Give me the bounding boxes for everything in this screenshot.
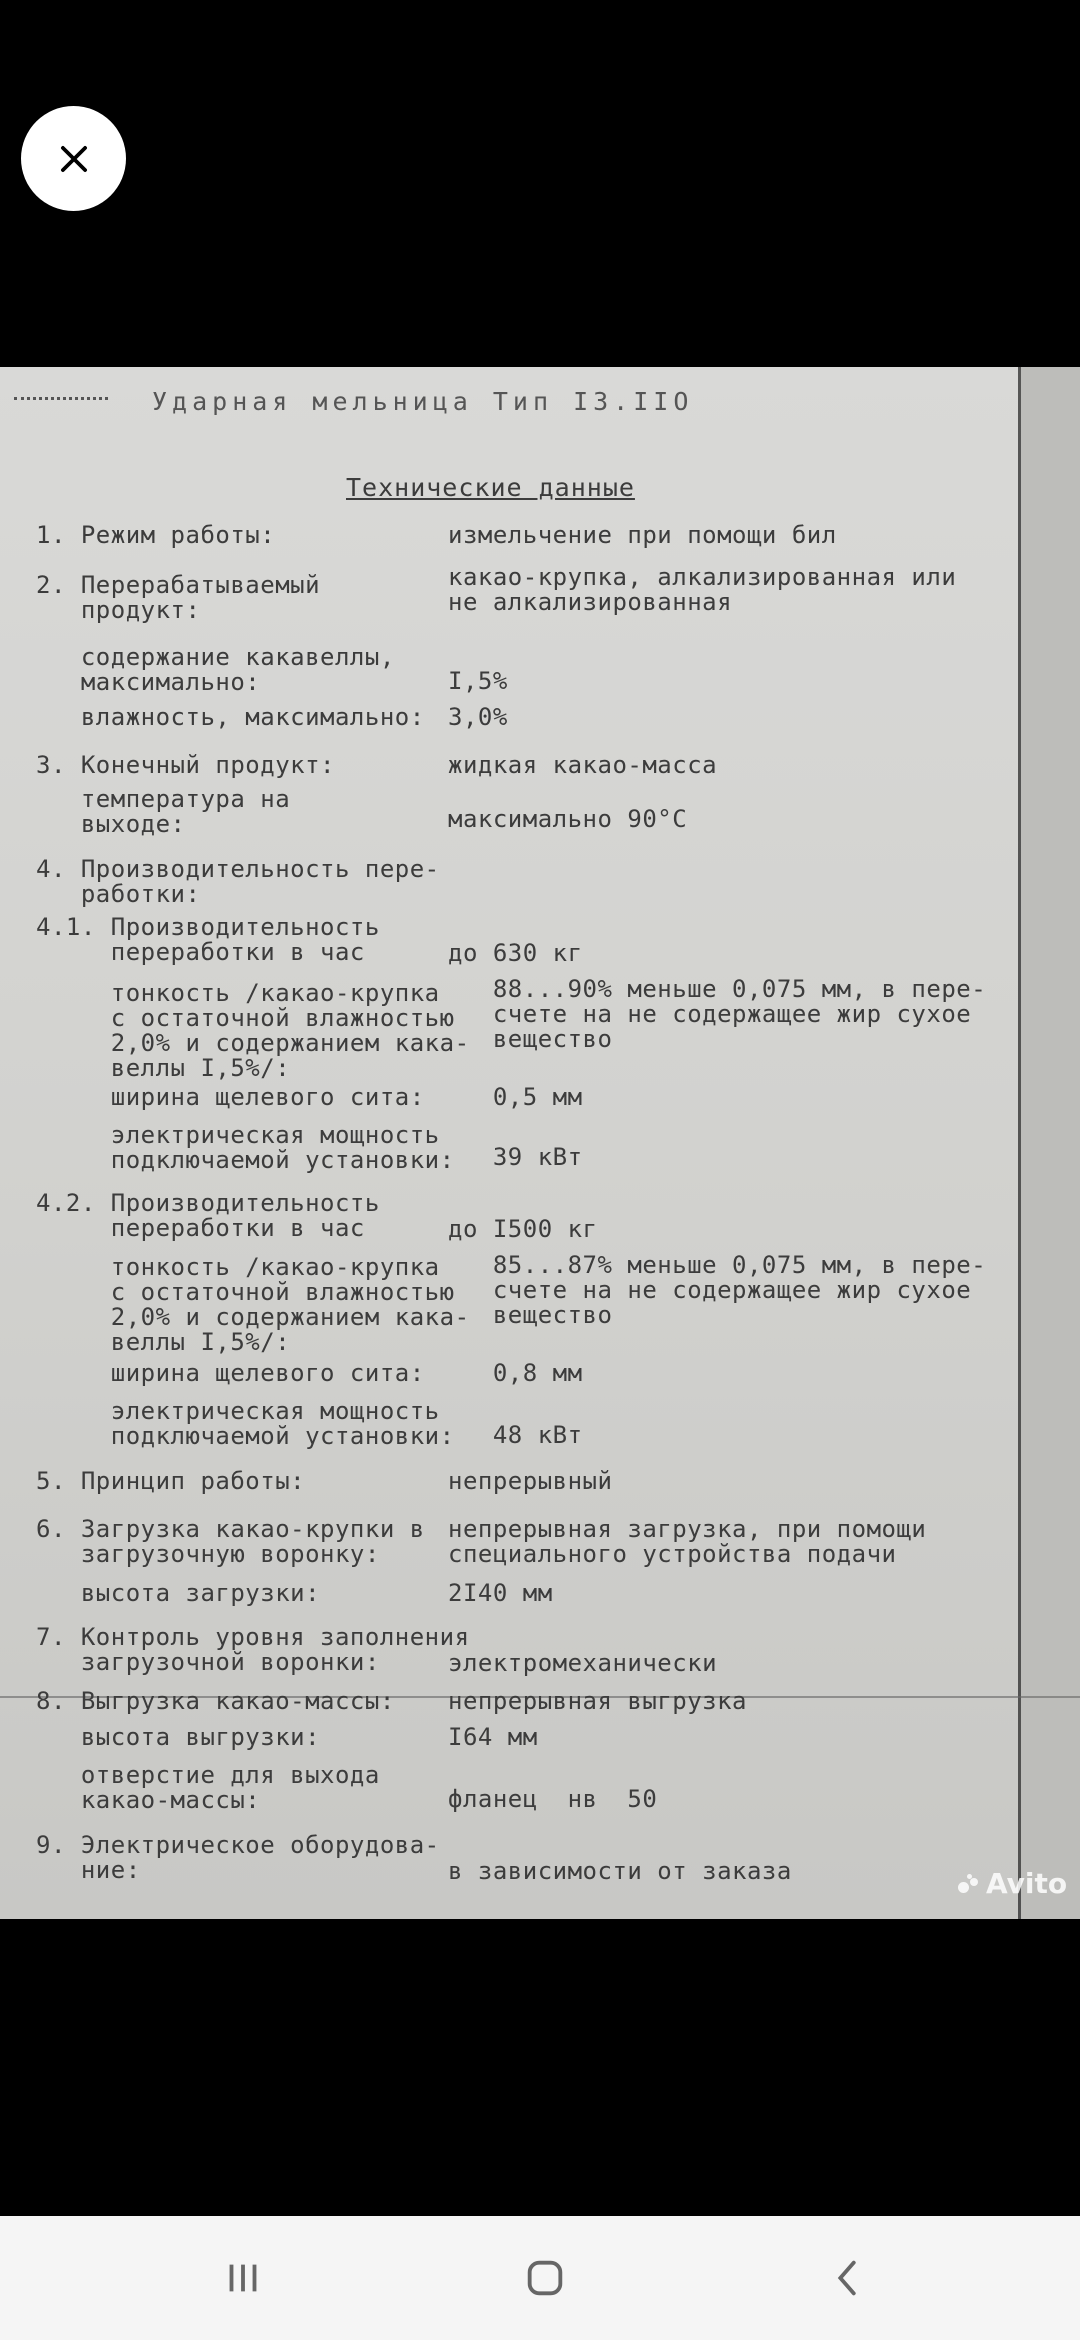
line-label: 4. Производительность пере- работки: (36, 855, 440, 908)
line-value: непрерывный (448, 1467, 613, 1495)
avito-logo-icon (958, 1874, 982, 1894)
line-value: в зависимости от заказа (448, 1857, 792, 1885)
line-value: 48 кВт (448, 1421, 583, 1449)
line-label: 3. Конечный продукт: (36, 751, 335, 779)
document-photo (0, 367, 1080, 1919)
line-label: 6. Загрузка какао-крупки в загрузочную воронку: (36, 1515, 425, 1568)
line-value: жидкая какао-масса (448, 751, 718, 779)
line-label: 8. Выгрузка какао-массы: (36, 1687, 395, 1715)
document-header: Ударная мельница Тип I3.IIO (152, 387, 694, 416)
system-nav-bar (0, 2216, 1080, 2340)
line-label: высота выгрузки: (36, 1723, 321, 1751)
line-value: до I500 кг (448, 1215, 598, 1243)
recents-button[interactable] (211, 2246, 275, 2310)
line-value: непрерывная загрузка, при помощи специального устройства подачи (448, 1515, 927, 1568)
line-label: 1. Режим работы: (36, 521, 276, 549)
page-edge (1018, 367, 1021, 1919)
line-value: 0,5 мм (448, 1083, 583, 1111)
document-subheader: Технические данные (346, 473, 635, 502)
line-value: фланец нв 50 (448, 1785, 658, 1813)
avito-watermark (958, 1867, 1067, 1900)
line-value: 85...87% меньше 0,075 мм, в пере- счете на не содержащее жир сухое вещество (492, 1251, 987, 1329)
line-label: 5. Принцип работы: (36, 1467, 306, 1495)
line-label: влажность, максимально: (36, 703, 425, 731)
line-value: I64 мм (448, 1723, 538, 1751)
back-icon (825, 2255, 871, 2301)
line-label: тонкость /какао-крупка с остаточной влажностью 2,0% и содержанием кака- веллы I,5%/: (110, 979, 470, 1082)
home-icon (522, 2255, 568, 2301)
line-label: 9. Электрическое оборудова- ние: (36, 1831, 440, 1884)
home-button[interactable] (513, 2246, 577, 2310)
line-value: измельчение при помощи бил (448, 521, 837, 549)
line-label: температура на выходе: (80, 785, 291, 838)
line-value: электромеханически (448, 1649, 718, 1677)
line-label: отверстие для выхода какао-массы: (80, 1761, 380, 1814)
close-button[interactable] (21, 106, 126, 211)
line-value: какао-крупка, алкализированная или не алкализированная (448, 563, 957, 616)
line-value: I,5% (448, 667, 508, 695)
line-value: 3,0% (448, 703, 508, 731)
line-value: 0,8 мм (448, 1359, 583, 1387)
line-value: до 630 кг (448, 939, 583, 967)
line-value: 88...90% меньше 0,075 мм, в пере- счете на не содержащее жир сухое вещество (492, 975, 987, 1053)
line-label: 2. Перерабатываемый продукт: (36, 571, 321, 624)
line-label: высота загрузки: (36, 1579, 321, 1607)
line-label: 7. Контроль уровня заполнения загрузочной воронки: (36, 1623, 470, 1676)
line-value: непрерывная выгрузка (448, 1687, 747, 1715)
close-icon (55, 140, 93, 178)
line-label: электрическая мощность подключаемой установки: (110, 1397, 455, 1450)
line-label: ширина щелевого сита: (36, 1359, 425, 1387)
line-label: 4.1. Производительность переработки в час (36, 913, 380, 966)
line-label: тонкость /какао-крупка с остаточной влажностью 2,0% и содержанием кака- веллы I,5%/: (110, 1253, 470, 1356)
line-label: 4.2. Производительность переработки в час (36, 1189, 380, 1242)
line-label: ширина щелевого сита: (36, 1083, 425, 1111)
line-value: максимально 90°C (448, 805, 688, 833)
line-label: электрическая мощность подключаемой установки: (110, 1121, 455, 1174)
watermark-text: Avito (986, 1867, 1068, 1900)
header-dashes (14, 397, 108, 400)
line-label: содержание какавеллы, максимально: (80, 643, 395, 696)
line-value: 2I40 мм (448, 1579, 553, 1607)
line-value: 39 кВт (448, 1143, 583, 1171)
back-button[interactable] (816, 2246, 880, 2310)
document-margin (1021, 367, 1080, 1919)
recents-icon (220, 2255, 266, 2301)
